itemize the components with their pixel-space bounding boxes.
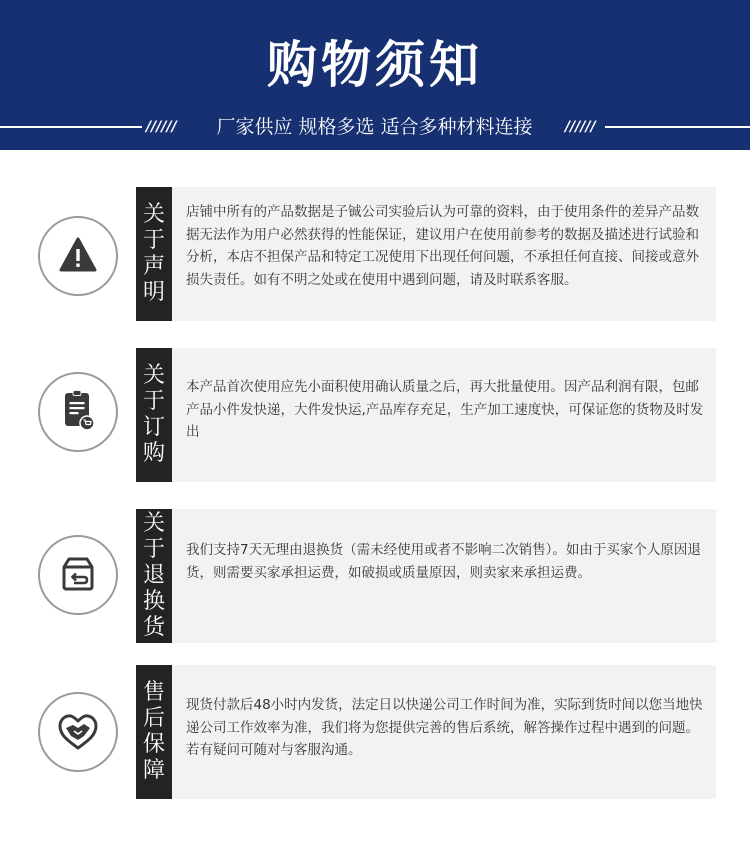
header-banner bbox=[0, 0, 750, 150]
subtitle-line-left bbox=[0, 126, 142, 128]
hatch-left: ////// bbox=[146, 119, 177, 135]
tag-char: 购 bbox=[142, 441, 165, 466]
tag-char: 关 bbox=[142, 511, 165, 536]
handshake-icon bbox=[38, 692, 118, 772]
order-icon bbox=[38, 372, 118, 452]
section-tag bbox=[136, 187, 172, 321]
tag-char: 于 bbox=[142, 537, 165, 562]
subtitle-row bbox=[0, 112, 750, 142]
tag-char: 于 bbox=[142, 228, 165, 253]
section-tag bbox=[136, 665, 172, 799]
tag-char: 关 bbox=[142, 363, 165, 388]
section-after-sales bbox=[136, 665, 716, 799]
tag-char: 关 bbox=[142, 202, 165, 227]
tag-char: 换 bbox=[142, 589, 165, 614]
tag-char: 后 bbox=[142, 706, 165, 731]
page-title: 购物须知 bbox=[267, 36, 483, 94]
section-text: 本产品首次使用应先小面积使用确认质量之后，再大批量使用。因产品利润有限，包邮产品小件发快递，大件发快运,产品库存充足，生产加工速度快，可保证您的货物及时发出 bbox=[186, 379, 704, 440]
section-text: 店铺中所有的产品数据是子铖公司实验后认为可靠的资料，由于使用条件的差异产品数据无法作为用户必然获得的性能保证，建议用户在使用前参考的数据及描述进行试验和分析，本店不担保产品和特定工况使用下出现任何问题，不承担任何直接、间接或意外损失责任。如有不明之处或在使用中遇到问题，请及时联系客服。 bbox=[186, 204, 699, 288]
hatch-right: ////// bbox=[565, 119, 596, 135]
tag-char: 订 bbox=[142, 415, 165, 440]
section-tag bbox=[136, 348, 172, 482]
tag-char: 于 bbox=[142, 389, 165, 414]
section-returns bbox=[136, 509, 716, 643]
tag-char: 货 bbox=[142, 615, 165, 640]
warning-icon bbox=[38, 216, 118, 296]
tag-char: 售 bbox=[142, 680, 165, 705]
tag-char: 保 bbox=[142, 732, 165, 757]
section-disclaimer bbox=[136, 187, 716, 321]
section-text: 我们支持7天无理由退换货（需未经使用或者不影响二次销售）。如由于买家个人原因退货，则需要买家承担运费，如破损或质量原因，则卖家来承担运费。 bbox=[186, 542, 701, 581]
subtitle: 厂家供应 规格多选 适合多种材料连接 bbox=[216, 116, 533, 138]
tag-char: 退 bbox=[142, 563, 165, 588]
tag-char: 障 bbox=[142, 758, 165, 783]
subtitle-line-right bbox=[605, 126, 750, 128]
section-ordering bbox=[136, 348, 716, 482]
section-text: 现货付款后48小时内发货，法定日以快递公司工作时间为准，实际到货时间以您当地快递公司工作效率为准，我们将为您提供完善的售后系统，解答操作过程中遇到的问题。若有疑问可随对与客服沟通。 bbox=[186, 697, 703, 758]
section-tag bbox=[136, 509, 172, 643]
tag-char: 声 bbox=[142, 254, 165, 279]
tag-char: 明 bbox=[142, 280, 165, 305]
return-box-icon bbox=[38, 535, 118, 615]
